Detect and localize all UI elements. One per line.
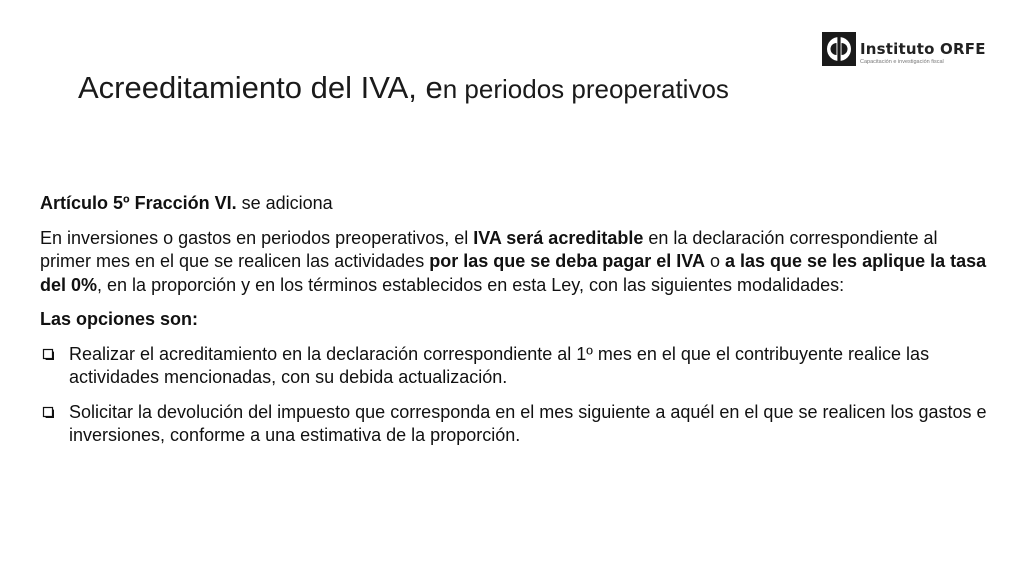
logo-tagline: Capacitación e investigación fiscal: [860, 59, 944, 65]
main-paragraph: [40, 227, 990, 298]
paragraph-bold-2: por las que se deba pagar el IVA: [429, 251, 705, 271]
title-part-2: n periodos preoperativos: [442, 74, 729, 104]
list-item: [40, 401, 990, 448]
orfe-logo-icon: [822, 32, 856, 66]
paragraph-bold-1: IVA será acreditable: [473, 227, 644, 248]
options-list: [40, 343, 990, 448]
logo: [822, 32, 1002, 70]
list-item: [40, 343, 990, 390]
checkbox-icon: [42, 348, 54, 360]
article-heading-rest: se adiciona: [236, 193, 333, 213]
option-text: Realizar el acreditamiento en la declaración correspondiente al 1º mes en el que el contribuyente realice las actividades mencionadas, con su debida actualización.: [69, 343, 930, 387]
options-heading: [40, 308, 990, 332]
options-heading-text: Las opciones son:: [40, 309, 199, 329]
option-text: Solicitar la devolución del impuesto que corresponda en el mes siguiente a aquél en el que se realicen los gastos e inversiones, conforme a una estimativa de la proporción.: [69, 401, 987, 445]
slide-title: [78, 70, 729, 106]
article-heading: [40, 192, 990, 216]
title-part-1: Acreeditamiento del IVA, e: [78, 70, 443, 105]
paragraph-text-3: o: [704, 251, 725, 271]
article-heading-bold: Artículo 5º Fracción VI.: [40, 193, 237, 213]
logo-name: Instituto ORFE: [860, 40, 986, 58]
checkbox-icon: [42, 406, 54, 418]
slide-body: [40, 192, 990, 459]
paragraph-text-4: , en la proporción y en los términos establecidos en esta Ley, con las siguientes modalidades:: [97, 274, 845, 295]
paragraph-text-1: En inversiones o gastos en periodos preoperativos, el: [40, 227, 474, 248]
paragraph-bold-3: a las que se les aplique la tasa del 0%: [40, 251, 987, 295]
paragraph-text-2: en la declaración correspondiente al primer mes en el que se realicen las actividades: [40, 227, 938, 271]
